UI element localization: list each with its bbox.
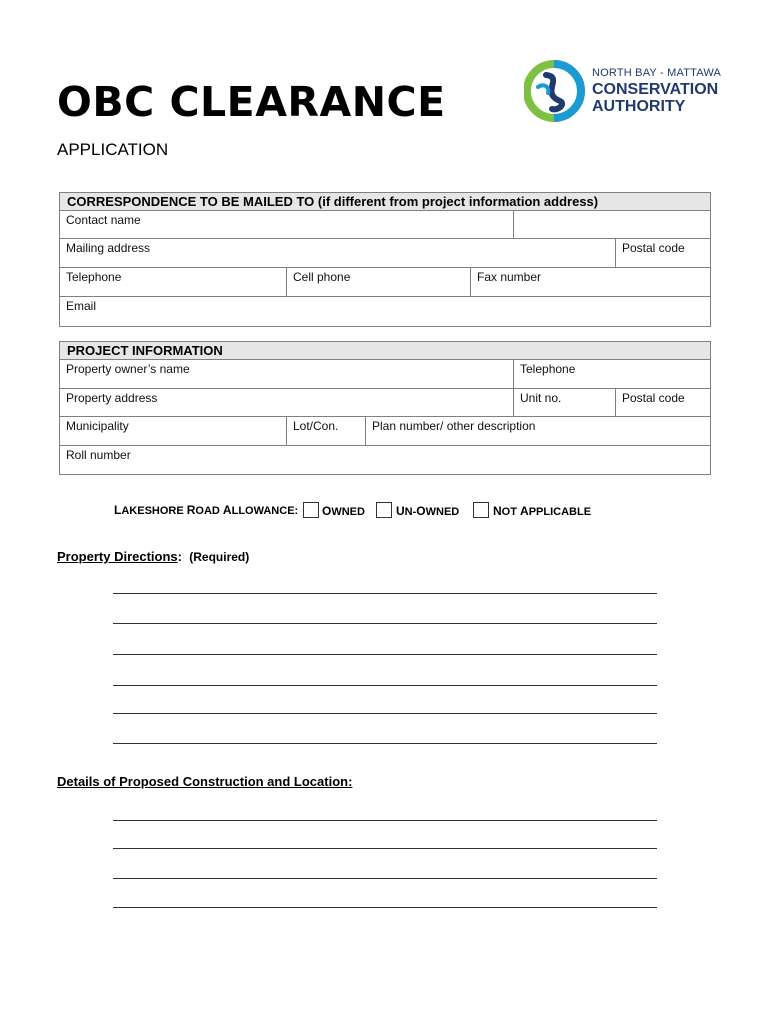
page-title: OBC CLEARANCE bbox=[57, 78, 446, 126]
correspondence-section bbox=[59, 192, 711, 327]
project-row-2 bbox=[60, 389, 710, 417]
owned-label: OWNED bbox=[322, 504, 365, 518]
logo-line-2: CONSERVATION bbox=[592, 81, 719, 98]
fax-number-field[interactable] bbox=[470, 268, 710, 296]
unowned-label: UN-OWNED bbox=[396, 504, 460, 518]
contact-name-field[interactable] bbox=[60, 211, 513, 238]
property-directions-heading: Property Directions: (Required) bbox=[57, 549, 250, 564]
construction-details-line[interactable] bbox=[113, 820, 657, 821]
construction-details-heading: Details of Proposed Construction and Location: bbox=[57, 774, 353, 789]
contact-extra-field[interactable] bbox=[513, 211, 710, 238]
project-row-3 bbox=[60, 417, 710, 446]
telephone-label: Telephone bbox=[66, 270, 122, 284]
plan-number-label: Plan number/ other description bbox=[372, 419, 536, 433]
not-applicable-label: NOT APPLICABLE bbox=[493, 504, 592, 518]
email-label: Email bbox=[66, 299, 97, 313]
construction-details-line[interactable] bbox=[113, 907, 657, 908]
not-applicable-checkbox[interactable] bbox=[473, 502, 489, 518]
unowned-checkbox[interactable] bbox=[376, 502, 392, 518]
construction-details-line[interactable] bbox=[113, 848, 657, 849]
roll-number-field[interactable] bbox=[60, 446, 710, 474]
directions-line[interactable] bbox=[113, 593, 657, 594]
page-subtitle: APPLICATION bbox=[57, 140, 169, 159]
project-telephone-label: Telephone bbox=[520, 362, 576, 376]
correspondence-row-3 bbox=[60, 268, 710, 297]
correspondence-row-1 bbox=[60, 211, 710, 239]
roll-number-label: Roll number bbox=[66, 448, 131, 462]
lot-con-label: Lot/Con. bbox=[293, 419, 339, 433]
owned-checkbox[interactable] bbox=[303, 502, 319, 518]
project-information-heading: PROJECT INFORMATION bbox=[60, 342, 710, 360]
directions-line[interactable] bbox=[113, 654, 657, 655]
owner-name-field[interactable] bbox=[60, 360, 513, 388]
project-row-4 bbox=[60, 446, 710, 474]
directions-line[interactable] bbox=[113, 623, 657, 624]
municipality-label: Municipality bbox=[66, 419, 129, 433]
plan-number-field[interactable] bbox=[365, 417, 710, 445]
property-address-label: Property address bbox=[66, 391, 158, 405]
mailing-address-label: Mailing address bbox=[66, 241, 151, 255]
postal-code-label: Postal code bbox=[622, 241, 685, 255]
conservation-authority-logo bbox=[524, 57, 724, 125]
project-row-1 bbox=[60, 360, 710, 389]
email-field[interactable] bbox=[60, 297, 710, 326]
cell-phone-field[interactable] bbox=[286, 268, 470, 296]
project-postal-code-field[interactable] bbox=[615, 389, 710, 416]
unit-no-field[interactable] bbox=[513, 389, 615, 416]
correspondence-postal-code-field[interactable] bbox=[615, 239, 710, 267]
municipality-field[interactable] bbox=[60, 417, 286, 445]
cell-phone-label: Cell phone bbox=[293, 270, 351, 284]
property-address-field[interactable] bbox=[60, 389, 513, 416]
logo-swirl-icon bbox=[524, 57, 586, 125]
correspondence-telephone-field[interactable] bbox=[60, 268, 286, 296]
correspondence-heading: CORRESPONDENCE TO BE MAILED TO (if different from project information address) bbox=[60, 193, 710, 211]
directions-line[interactable] bbox=[113, 713, 657, 714]
project-telephone-field[interactable] bbox=[513, 360, 710, 388]
construction-details-line[interactable] bbox=[113, 878, 657, 879]
owner-name-label: Property owner’s name bbox=[66, 362, 190, 376]
unit-no-label: Unit no. bbox=[520, 391, 562, 405]
project-postal-code-label: Postal code bbox=[622, 391, 685, 405]
mailing-address-field[interactable] bbox=[60, 239, 615, 267]
project-information-section bbox=[59, 341, 711, 475]
directions-line[interactable] bbox=[113, 685, 657, 686]
lakeshore-road-allowance-label: LAKESHORE ROAD ALLOWANCE: bbox=[114, 503, 299, 517]
directions-line[interactable] bbox=[113, 743, 657, 744]
contact-name-label: Contact name bbox=[66, 213, 141, 227]
correspondence-row-2 bbox=[60, 239, 710, 268]
correspondence-row-4 bbox=[60, 297, 710, 326]
fax-number-label: Fax number bbox=[477, 270, 542, 284]
logo-line-1: NORTH BAY - MATTAWA bbox=[592, 67, 722, 79]
logo-line-3: AUTHORITY bbox=[592, 98, 686, 115]
lot-con-field[interactable] bbox=[286, 417, 365, 445]
